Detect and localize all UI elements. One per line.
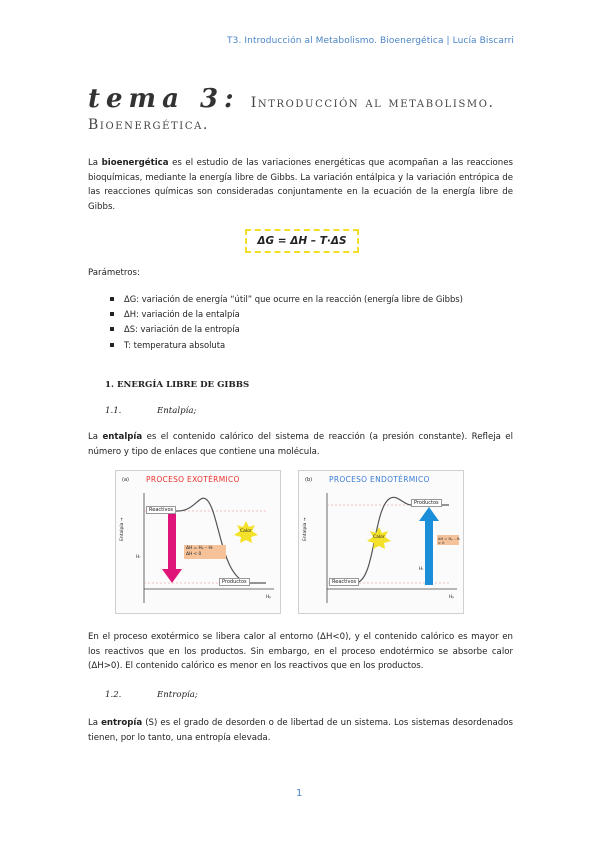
term-entropia: entropía — [101, 718, 143, 728]
productos-label: Productos — [219, 578, 250, 586]
exothermic-diagram — [115, 470, 281, 614]
delta-label: ΔH = Hₚ – Hᵣ ΔH < 0 — [186, 546, 213, 557]
y-axis-label: Entalpía → — [303, 517, 308, 541]
productos-label: Productos — [411, 499, 442, 507]
enthalpy-explanation-paragraph: En el proceso exotérmico se libera calor al entorno (ΔH<0), y el contenido calórico es mayor en los reactivos que en los productos. Sin embargo, en el proceso endotérmico se absorbe calor (ΔH>0). El contenido calórico es menor en los reactivos que en los productos. — [88, 632, 513, 671]
calor-label: Calor — [373, 535, 385, 540]
list-item: ΔG: variación de energía “útil” que ocurre en la reacción (energía libre de Gibbs) — [110, 292, 463, 307]
chapter-title — [88, 84, 600, 133]
diagram-letter: (b) — [305, 477, 313, 483]
diagram-letter: (a) — [122, 477, 129, 483]
running-header: T3. Introducción al Metabolismo. Bioenergética | Lucía Biscarri — [227, 36, 514, 46]
gibbs-formula: ΔG = ΔH – T·ΔS — [245, 229, 359, 253]
subsection-heading-entropia: 1.2. Entropía; — [105, 690, 198, 700]
entropia-paragraph: La entropía (S) es el grado de desorden o de libertad de un sistema. Los sistemas desordenados tienen, por lo tanto, una entropía elevada. — [88, 718, 513, 743]
section-heading-gibbs: 1. ENERGÍA LIBRE DE GIBBS — [105, 380, 250, 390]
reactivos-label: Reactivos — [329, 578, 359, 586]
hp-label: Hₚ — [449, 595, 455, 600]
diagram-title: PROCESO ENDOTÉRMICO — [329, 475, 430, 484]
endothermic-diagram — [298, 470, 464, 614]
intro-paragraph: La bioenergética es el estudio de las variaciones energéticas que acompañan a las reacciones bioquímicas, mediante la energía libre de Gibbs. La variación entálpica y la variación entrópica de las reacciones químicas son consideradas conjuntamente en la ecuación de la energía libre de Gibbs. — [88, 158, 513, 212]
term-entalpia: entalpía — [102, 432, 143, 442]
list-item: T: temperatura absoluta — [110, 338, 463, 353]
chapter-subtitle: Introducción al metabolismo. Bioenergética. — [88, 95, 495, 133]
hp-label: Hₚ — [266, 595, 272, 600]
params-list — [110, 292, 463, 353]
hr-label: Hᵣ — [136, 555, 141, 560]
subsection-heading-entalpia: 1.1. Entalpía; — [105, 406, 197, 416]
exothermic-curve — [116, 471, 280, 613]
diagram-title: PROCESO EXOTÉRMICO — [146, 475, 240, 484]
page-number: 1 — [296, 788, 303, 799]
entalpia-paragraph: La entalpía es el contenido calórico del sistema de reacción (a presión constante). Refleja el número y tipo de enlaces que contiene una molécula. — [88, 432, 513, 457]
delta-label: ΔH = Hₚ – Hᵣ > 0 — [438, 537, 461, 545]
list-item: ΔS: variación de la entropía — [110, 322, 463, 337]
list-item: ΔH: variación de la entalpía — [110, 307, 463, 322]
params-label: Parámetros: — [88, 268, 140, 278]
hr-label: Hᵣ — [419, 567, 424, 572]
y-axis-label: Entalpía → — [120, 517, 125, 541]
calor-label: Calor — [240, 529, 252, 534]
chapter-number: tema 3: — [88, 84, 240, 114]
term-bioenergetica: bioenergética — [101, 158, 169, 168]
reactivos-label: Reactivos — [146, 506, 176, 514]
